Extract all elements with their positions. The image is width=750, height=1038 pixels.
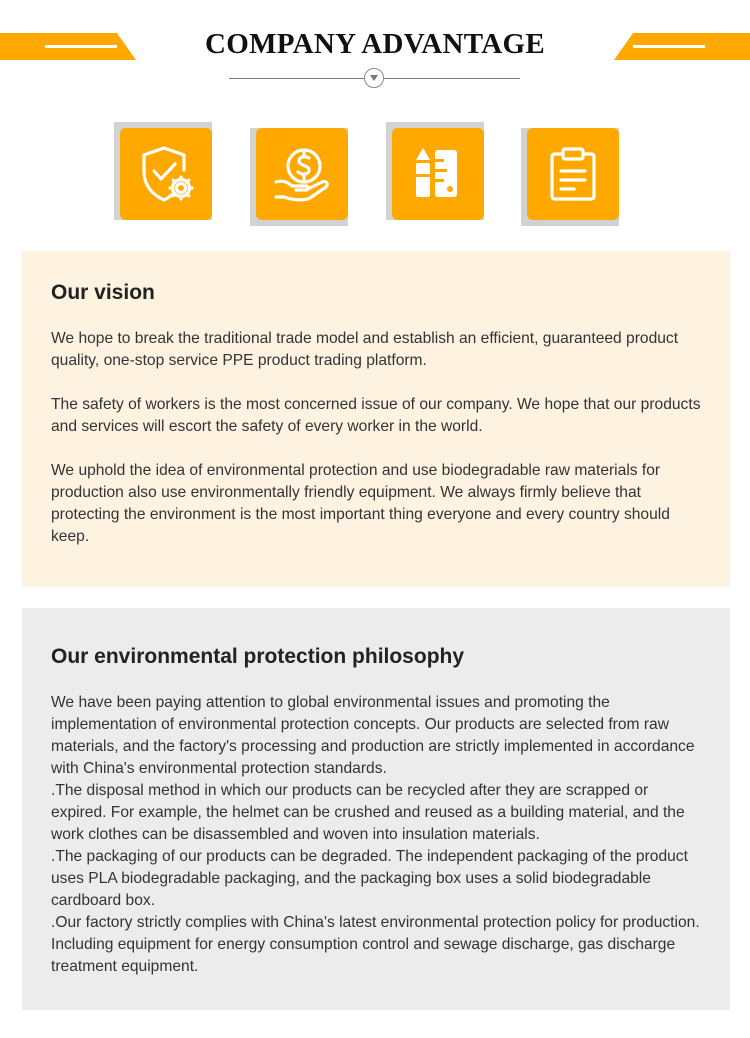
advantage-tile-2	[256, 128, 348, 220]
clipboard-icon	[527, 128, 619, 220]
ruler-pencil-icon	[392, 128, 484, 220]
advantage-tile-3	[392, 128, 484, 220]
page-title: COMPANY ADVANTAGE	[205, 28, 545, 60]
environment-paragraph-3: .The packaging of our products can be degraded. The independent packaging of the product uses PLA biodegradable packaging, and the packaging box uses a solid biodegradable cardboard box.	[51, 848, 688, 909]
vision-section	[22, 251, 730, 587]
chevron-down-icon	[364, 68, 384, 88]
vision-paragraph-2: The safety of workers is the most concerned issue of our company. We hope that our products and services will escort the safety of every worker in the world.	[51, 396, 701, 435]
vision-heading: Our vision	[51, 281, 155, 304]
environment-paragraph-2: .The disposal method in which our products can be recycled after they are scrapped or expired. For example, the helmet can be crushed and reused as a building material, and the work clothes can be disassembled and woven into insulation materials.	[51, 782, 685, 843]
environment-paragraph-4: .Our factory strictly complies with China's latest environmental protection policy for production. Including equipment for energy consumption control and sewage discharge, gas discharge treatment equipment.	[51, 914, 700, 975]
advantage-tile-4	[527, 128, 619, 220]
environment-heading: Our environmental protection philosophy	[51, 645, 465, 668]
environment-paragraph-1: We have been paying attention to global environmental issues and promoting the implementation of environmental protection concepts. Our products are selected from raw materials, and the factory's processing and production are strictly implemented in accordance with China's environmental protection standards.	[51, 694, 695, 777]
vision-paragraph-3: We uphold the idea of environmental protection and use biodegradable raw materials for production also use environmentally friendly equipment. We always firmly believe that protecting the environment is the most important thing everyone and every country should keep.	[51, 462, 670, 545]
advantage-tile-1	[120, 128, 212, 220]
shield-gear-icon	[120, 128, 212, 220]
environment-section	[22, 608, 730, 1010]
vision-paragraph-1: We hope to break the traditional trade model and establish an efficient, guaranteed product quality, one-stop service PPE product trading platform.	[51, 330, 679, 369]
money-hand-icon	[256, 128, 348, 220]
